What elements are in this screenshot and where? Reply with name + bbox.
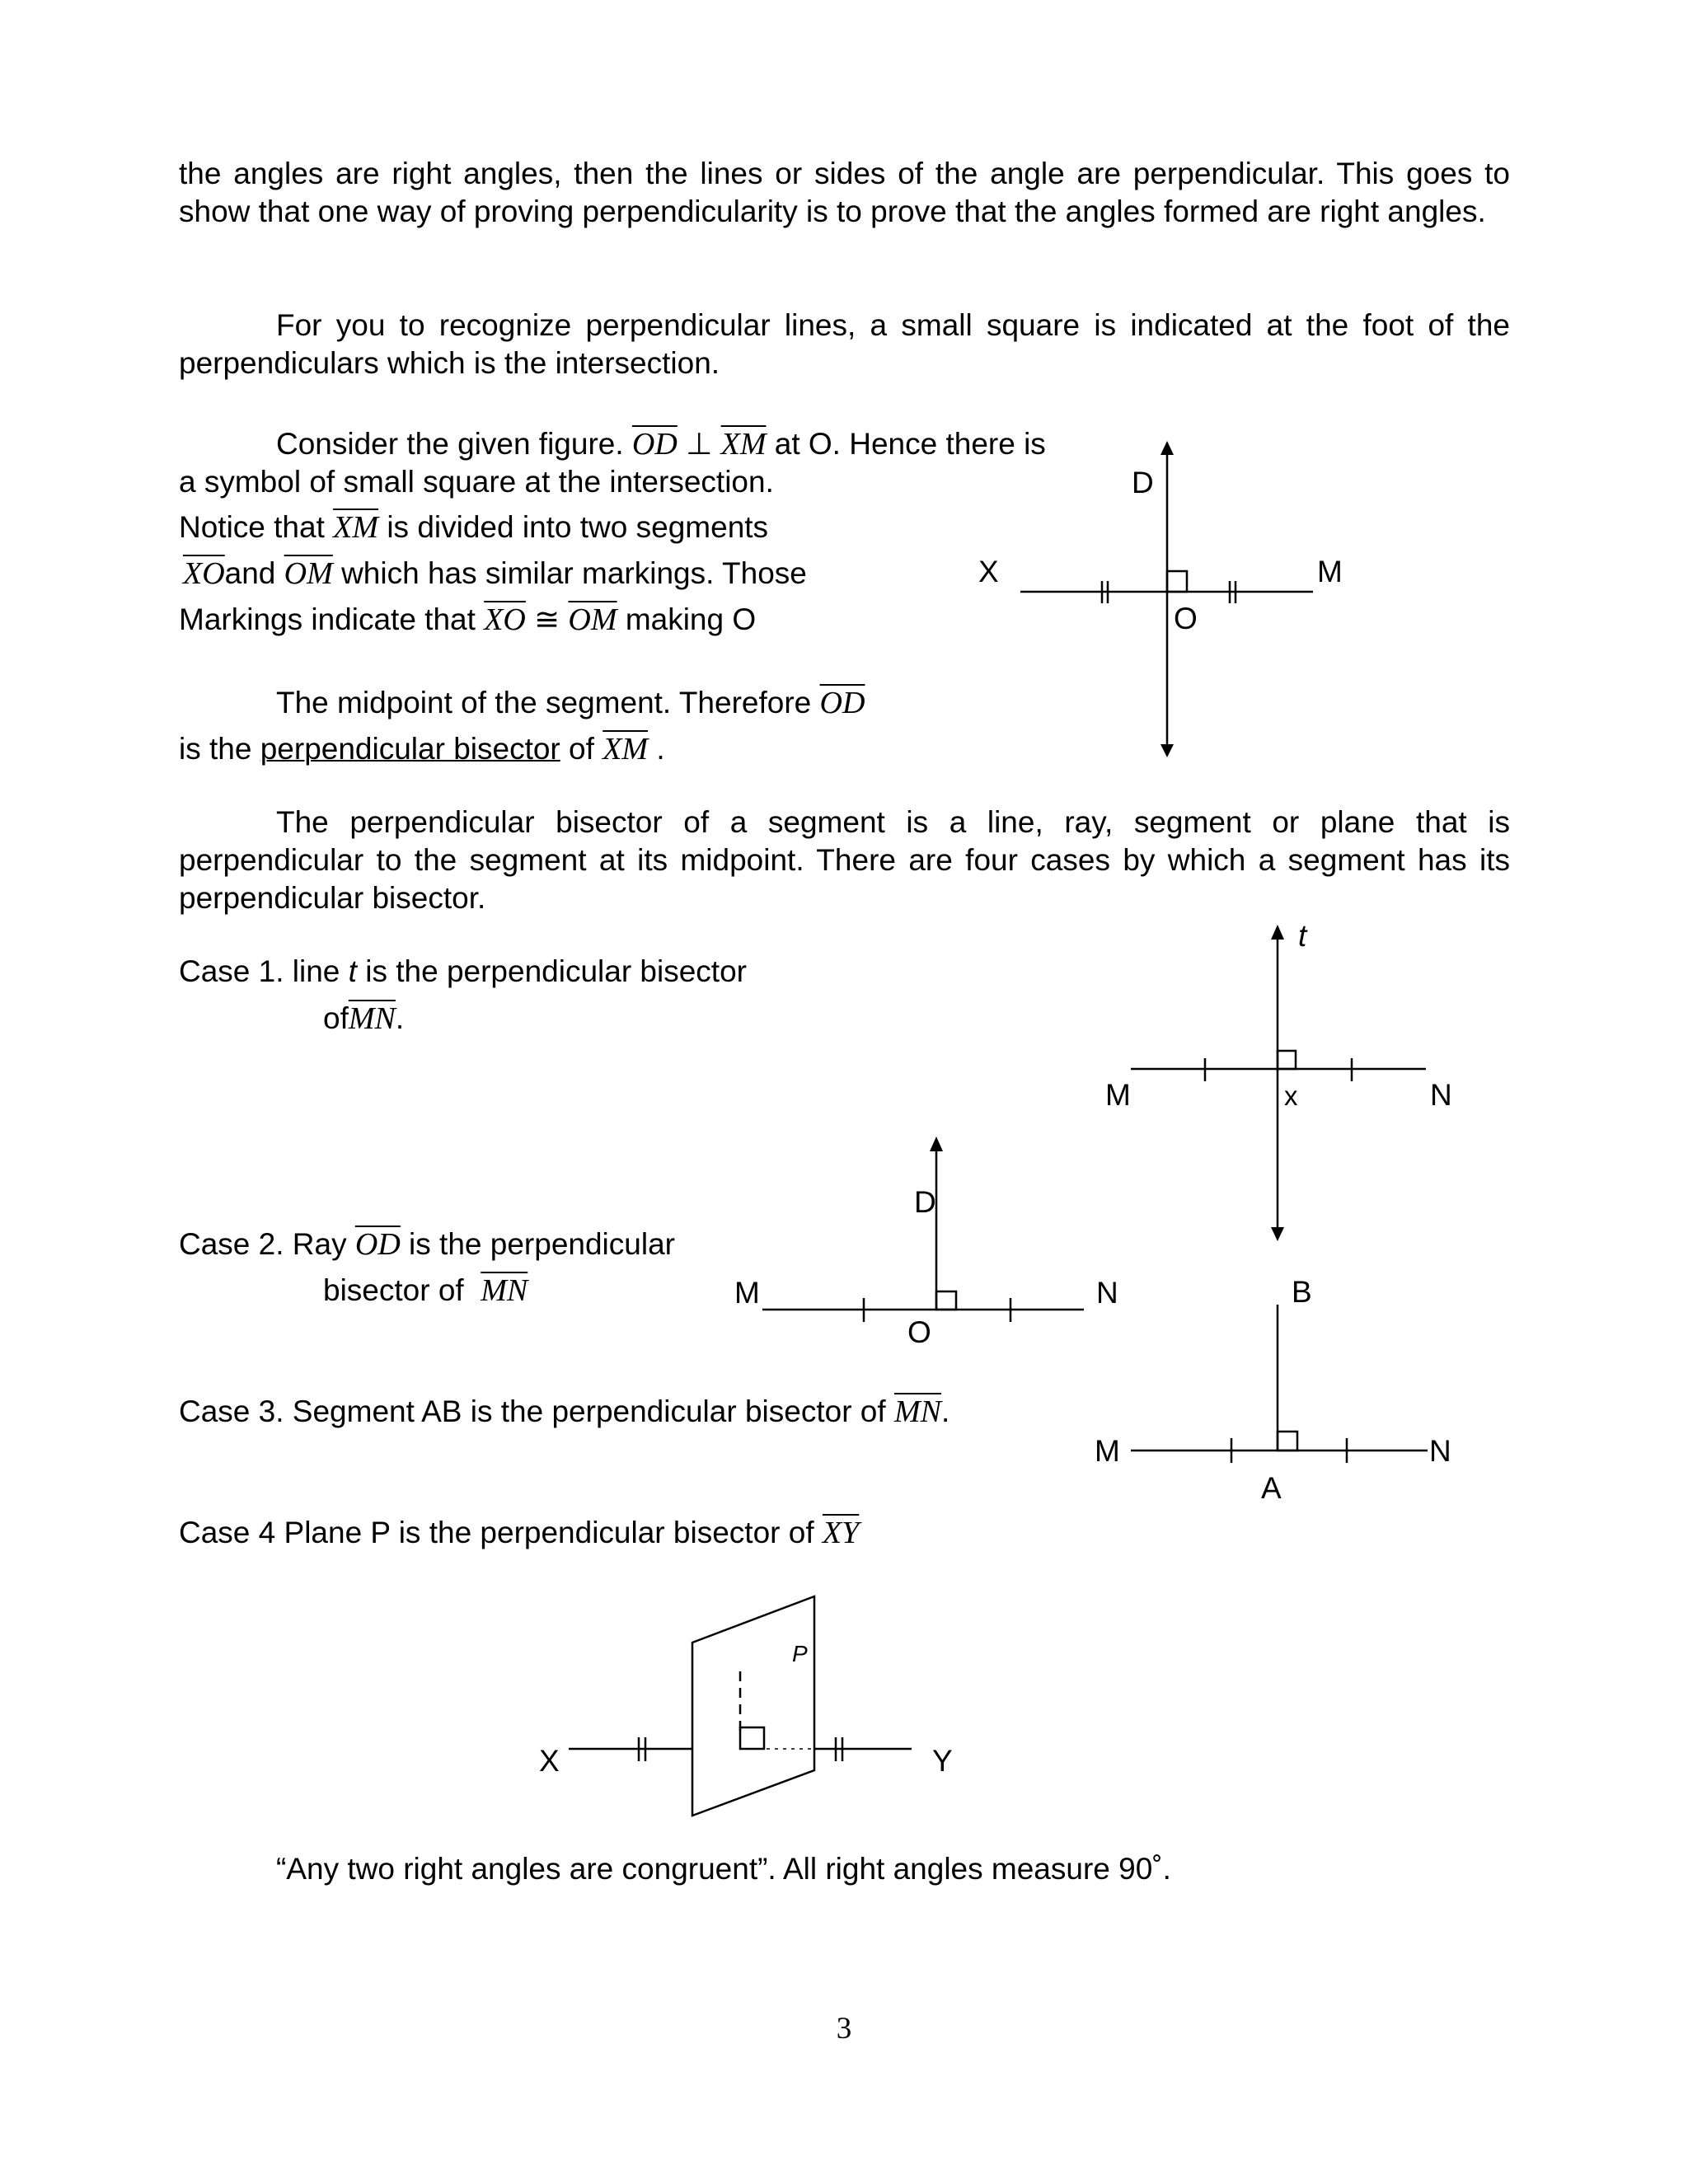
plane-p bbox=[692, 1596, 814, 1816]
label-t: t bbox=[1298, 919, 1307, 953]
segment-xm: $\overline{XM}$ bbox=[720, 427, 767, 462]
line-t: t bbox=[348, 954, 357, 988]
label-y: Y bbox=[932, 1744, 953, 1778]
segment-mn-3: $\overline{MN}$ bbox=[893, 1394, 941, 1429]
case-1-label: Case 1. line bbox=[179, 954, 340, 988]
divided-text: is divided into two segments bbox=[387, 510, 769, 544]
label-x: x bbox=[1284, 1080, 1298, 1111]
and-text: and bbox=[224, 556, 276, 590]
consider-text-b: at O. Hence there is bbox=[774, 427, 1046, 461]
paragraph-right-angles: the angles are right angles, then the lines or sides of the angle are perpendicular. This goes to show that one way of proving perpendicularity is to prove that the angles formed are right angles. bbox=[179, 157, 1510, 228]
case-2-label: Case 2. Ray bbox=[179, 1227, 347, 1261]
notice-text: Notice that bbox=[179, 510, 325, 544]
label-m: M bbox=[1105, 1078, 1131, 1112]
indicate-text: Markings indicate that bbox=[179, 602, 476, 636]
label-o: O bbox=[907, 1315, 931, 1349]
of-text: of bbox=[569, 732, 594, 766]
page-number: 3 bbox=[836, 2012, 852, 2046]
segment-od: $\overline{OD}$ bbox=[631, 427, 678, 462]
case-3-period: . bbox=[940, 1394, 950, 1428]
label-p: P bbox=[792, 1641, 808, 1666]
segment-mn: $\overline{MN}$ bbox=[348, 1001, 396, 1036]
making-text: making O bbox=[625, 602, 757, 636]
segment-mn-2: $\overline{MN}$ bbox=[481, 1273, 528, 1308]
label-m: M bbox=[1095, 1434, 1120, 1468]
case-1-text: is the perpendicular bisector bbox=[365, 954, 747, 988]
period: . bbox=[656, 732, 665, 766]
label-m: M bbox=[734, 1276, 760, 1310]
segment-xo: $\overline{XO}$ bbox=[183, 556, 225, 591]
midpoint-text: The midpoint of the segment. Therefore bbox=[276, 686, 812, 719]
label-n: N bbox=[1096, 1276, 1118, 1310]
label-b: B bbox=[1292, 1275, 1312, 1309]
closing-statement: “Any two right angles are congruent”. All right angles measure 90˚. bbox=[276, 1852, 1171, 1886]
segment-om: $\overline{OM}$ bbox=[284, 556, 333, 591]
label-o: O bbox=[1174, 602, 1198, 635]
label-a: A bbox=[1261, 1471, 1282, 1505]
label-n: N bbox=[1429, 1434, 1451, 1468]
case-1-period: . bbox=[395, 1001, 405, 1035]
segment-xm-3: $\overline{XM}$ bbox=[603, 732, 649, 766]
label-m: M bbox=[1317, 555, 1343, 588]
label-n: N bbox=[1430, 1078, 1452, 1112]
congruent-symbol: ≅ bbox=[534, 602, 560, 636]
label-d: D bbox=[914, 1185, 936, 1219]
markings-text: which has similar markings. Those bbox=[341, 556, 807, 590]
label-x: X bbox=[978, 555, 999, 588]
consider-line-2: a symbol of small square at the intersection. bbox=[179, 465, 774, 499]
segment-om-2: $\overline{OM}$ bbox=[568, 602, 617, 637]
label-d: D bbox=[1132, 466, 1154, 499]
perpendicular-symbol: ⊥ bbox=[686, 427, 713, 461]
case-1-of: of bbox=[323, 1001, 349, 1035]
segment-od-2: $\overline{OD}$ bbox=[819, 686, 865, 720]
segment-xm-2: $\overline{XM}$ bbox=[333, 510, 379, 545]
paragraph-small-square-text: For you to recognize perpendicular lines, a small square is indicated at the foot of the perpendiculars which is the intersection. bbox=[179, 308, 1510, 380]
case-4-text: Case 4 Plane P is the perpendicular bisector of bbox=[179, 1516, 814, 1549]
perpendicular-bisector-term: perpendicular bisector bbox=[260, 732, 560, 766]
is-the-text: is the bbox=[179, 732, 252, 766]
case-2-bisector-of: bisector of bbox=[323, 1273, 464, 1307]
case-2-text: is the perpendicular bbox=[409, 1227, 675, 1261]
segment-xo-2: $\overline{XO}$ bbox=[484, 602, 526, 637]
label-x: X bbox=[539, 1744, 560, 1778]
case-3-text: Case 3. Segment AB is the perpendicular bisector of bbox=[179, 1394, 886, 1428]
segment-xy: $\overline{XY}$ bbox=[822, 1516, 860, 1550]
paragraph-definition-text: The perpendicular bisector of a segment is a line, ray, segment or plane that is perpendicular to the segment at its midpoint. There are four cases by which a segment has its perpendicular bisector. bbox=[179, 805, 1510, 915]
consider-text: Consider the given figure. bbox=[276, 427, 624, 461]
ray-od: $\overline{OD}$ bbox=[354, 1227, 401, 1262]
